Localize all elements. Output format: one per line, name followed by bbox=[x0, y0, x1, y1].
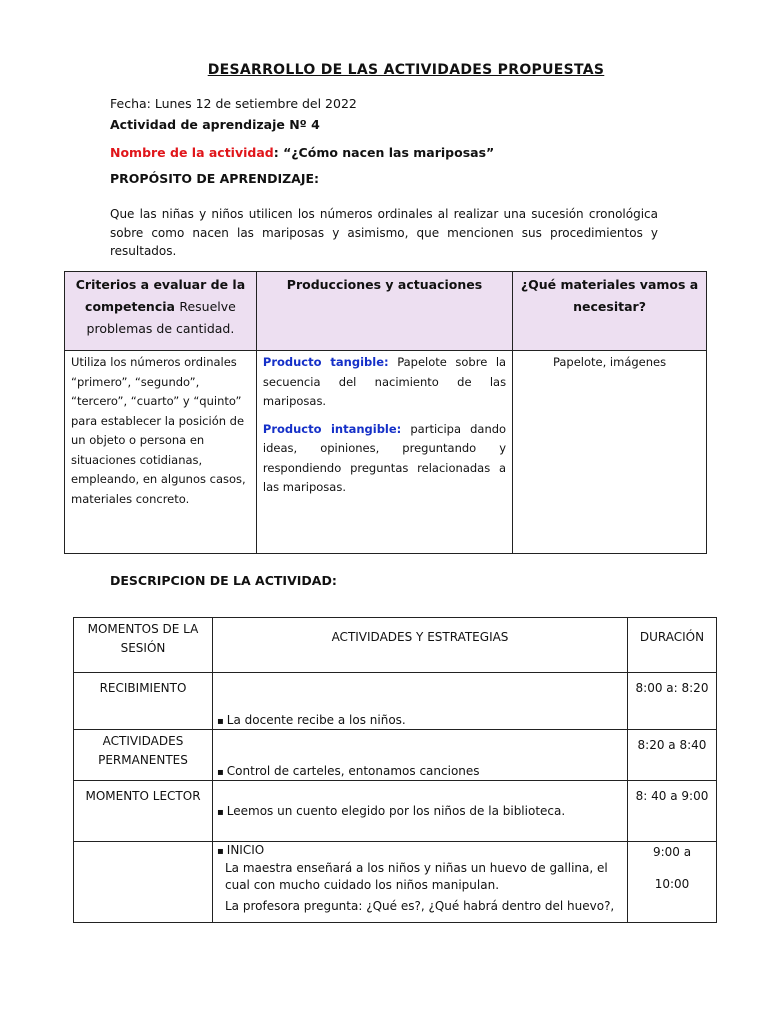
criteria-header-bold: Criterios a evaluar de la competencia bbox=[75, 277, 246, 314]
session-header-duration: DURACIÓN bbox=[628, 618, 717, 673]
activity-cell bbox=[213, 730, 628, 781]
inicio-duration-end: 10:00 bbox=[654, 877, 690, 891]
inicio-text-1: La maestra enseñará a los niños y niñas un huevo de gallina, el cual con mucho cuidado los niños manipulan. bbox=[225, 861, 608, 892]
criteria-header-materials: ¿Qué materiales vamos a necesitar? bbox=[513, 272, 707, 351]
purpose-heading: PROPÓSITO DE APRENDIZAJE: bbox=[110, 171, 320, 186]
activity-text: ▪ La docente recibe a los niños. bbox=[217, 713, 406, 727]
session-header-activities: ACTIVIDADES Y ESTRATEGIAS bbox=[213, 618, 628, 673]
criterion-cell: Utiliza los números ordinales “primero”, “segundo”, “tercero”, “cuarto” y “quinto” para establecer la posición de un objeto o persona en situaciones cotidianas, empleando, en algunos casos, materiales concreto. bbox=[65, 351, 257, 554]
duration-cell: 8:20 a 8:40 bbox=[628, 730, 717, 781]
activity-number: Actividad de aprendizaje Nº 4 bbox=[110, 117, 320, 132]
moment-cell: ACTIVIDADES PERMANENTES bbox=[74, 730, 213, 781]
moment-cell: RECIBIMIENTO bbox=[74, 673, 213, 730]
intangible-text: participa dando ideas, opiniones, preguntando y respondiendo preguntas relacionadas a las mariposas. bbox=[262, 421, 507, 494]
document-title: DESARROLLO DE LAS ACTIVIDADES PROPUESTAS bbox=[207, 62, 605, 78]
moment-cell: MOMENTO LECTOR bbox=[74, 781, 213, 842]
intangible-label: Producto intangible: bbox=[262, 421, 402, 436]
activity-name-label: Nombre de la actividad bbox=[110, 145, 274, 160]
activity-text: ▪ Leemos un cuento elegido por los niños de la biblioteca. bbox=[217, 804, 565, 818]
duration-cell: 8:00 a: 8:20 bbox=[628, 673, 717, 730]
criteria-table bbox=[64, 271, 707, 554]
purpose-text: Que las niñas y niños utilicen los números ordinales al realizar una sucesión cronológica sobre como nacen las mariposas y asimismo, que mencionen sus procedimientos y resultados. bbox=[110, 207, 658, 258]
moment-cell-empty bbox=[74, 842, 213, 923]
tangible-product bbox=[263, 353, 506, 412]
activity-cell bbox=[213, 673, 628, 730]
materials-cell: Papelote, imágenes bbox=[513, 351, 707, 554]
inicio-activity-cell bbox=[213, 842, 628, 923]
inicio-label: ▪ INICIO bbox=[217, 842, 623, 860]
criteria-header-productions: Producciones y actuaciones bbox=[256, 272, 512, 351]
session-row-reception bbox=[74, 673, 717, 730]
criteria-body-row bbox=[65, 351, 707, 554]
criteria-header-normal: Resuelve problemas de cantidad. bbox=[86, 299, 236, 336]
date-line: Fecha: Lunes 12 de setiembre del 2022 bbox=[110, 96, 357, 111]
activity-name-value: : “¿Cómo nacen las mariposas” bbox=[273, 145, 495, 160]
activity-text: ▪ Control de carteles, entonamos canciones bbox=[217, 764, 480, 778]
productions-cell bbox=[256, 351, 512, 554]
criteria-header-row bbox=[65, 272, 707, 351]
inicio-duration-start: 9:00 a bbox=[652, 845, 692, 859]
tangible-label: Producto tangible: bbox=[262, 355, 389, 369]
inicio-duration-cell bbox=[628, 842, 717, 923]
session-header-row bbox=[74, 618, 717, 673]
session-row-reader bbox=[74, 781, 717, 842]
session-table bbox=[73, 617, 717, 923]
activity-cell bbox=[213, 781, 628, 842]
session-row-permanent bbox=[74, 730, 717, 781]
description-heading: DESCRIPCION DE LA ACTIVIDAD: bbox=[110, 573, 337, 588]
session-header-moments: MOMENTOS DE LA SESIÓN bbox=[74, 618, 213, 673]
tangible-text: Papelote sobre la secuencia del nacimiento de las mariposas. bbox=[262, 355, 507, 408]
duration-cell: 8: 40 a 9:00 bbox=[628, 781, 717, 842]
session-row-inicio bbox=[74, 842, 717, 923]
criteria-header-criteria bbox=[65, 272, 257, 351]
inicio-text-2: La profesora pregunta: ¿Qué es?, ¿Qué habrá dentro del huevo?, bbox=[225, 899, 615, 913]
intangible-product bbox=[263, 420, 506, 498]
activity-name bbox=[110, 145, 494, 160]
